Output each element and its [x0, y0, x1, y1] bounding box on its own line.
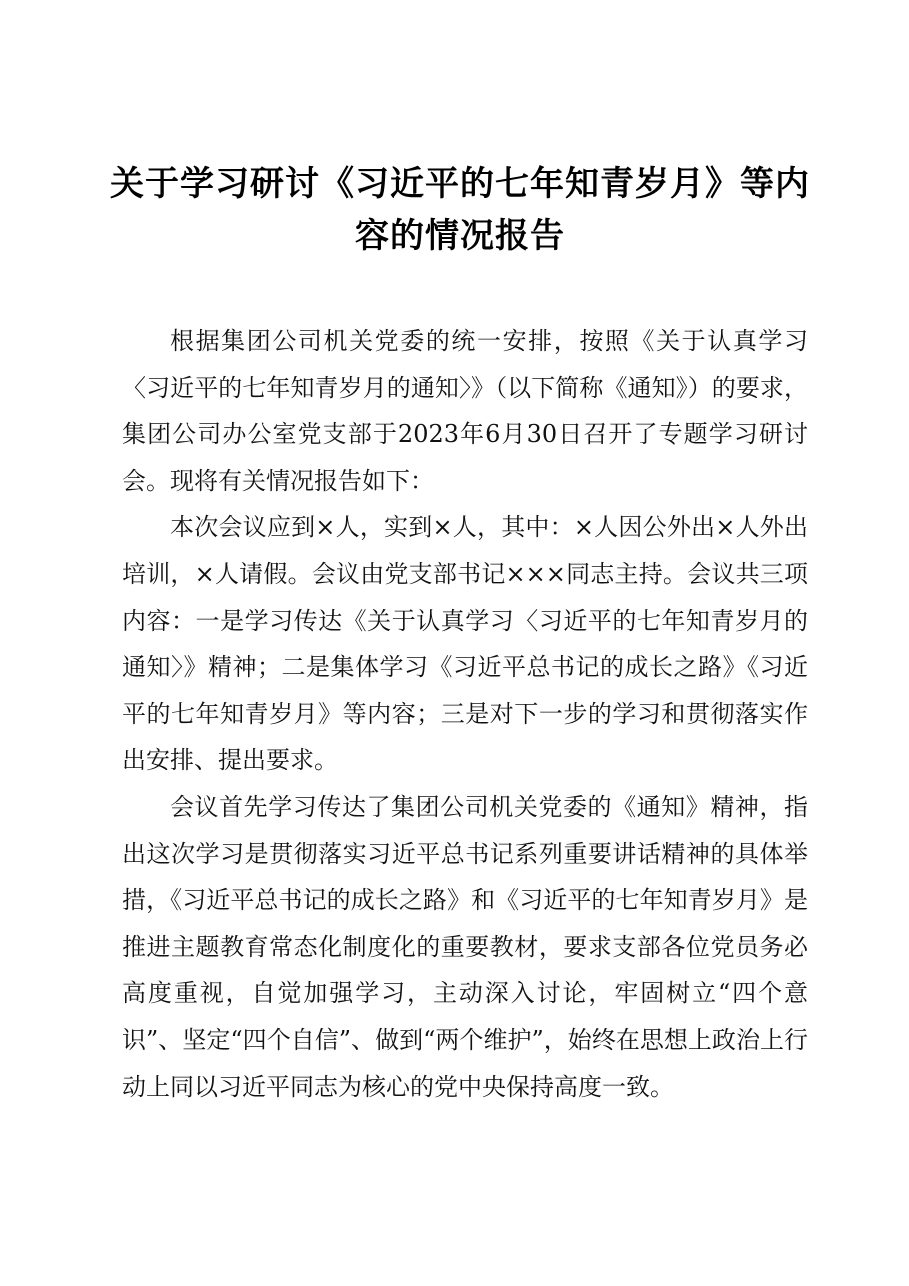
- paragraph-3: 会议首先学习传达了集团公司机关党委的《通知》精神，指出这次学习是贯彻落实习近平总书记系列重要讲话精神的具体举措，《习近平总书记的成长之路》和《习近平的七年知青岁月》是推进主题教育常态化制度化的重要教材，要求支部各位党员务必高度重视，自觉加强学习，主动深入讨论，牢固树立“四个意识”、坚定“四个自信”、做到“两个维护”，始终在思想上政治上行动上同以习近平同志为核心的党中央保持高度一致。: [122, 792, 808, 1101]
- paragraph-1: 根据集团公司机关党委的统一安排，按照《关于认真学习〈习近平的七年知青岁月的通知〉》（以下简称《通知》）的要求，集团公司办公室党支部于2023年6月30日召开了专题学习研讨会。现将有关情况报告如下：: [122, 327, 808, 495]
- paragraph-2: 本次会议应到×人，实到×人，其中：×人因公外出×人外出培训，×人请假。会议由党支部书记×××同志主持。会议共三项内容：一是学习传达《关于认真学习〈习近平的七年知青岁月的通知〉》精神；二是集体学习《习近平总书记的成长之路》《习近平的七年知青岁月》等内容；三是对下一步的学习和贯彻落实作出安排、提出要求。: [122, 513, 808, 775]
- document-body: [122, 318, 808, 1110]
- document-title: 关于学习研讨《习近平的七年知青岁月》等内容的情况报告: [110, 164, 810, 256]
